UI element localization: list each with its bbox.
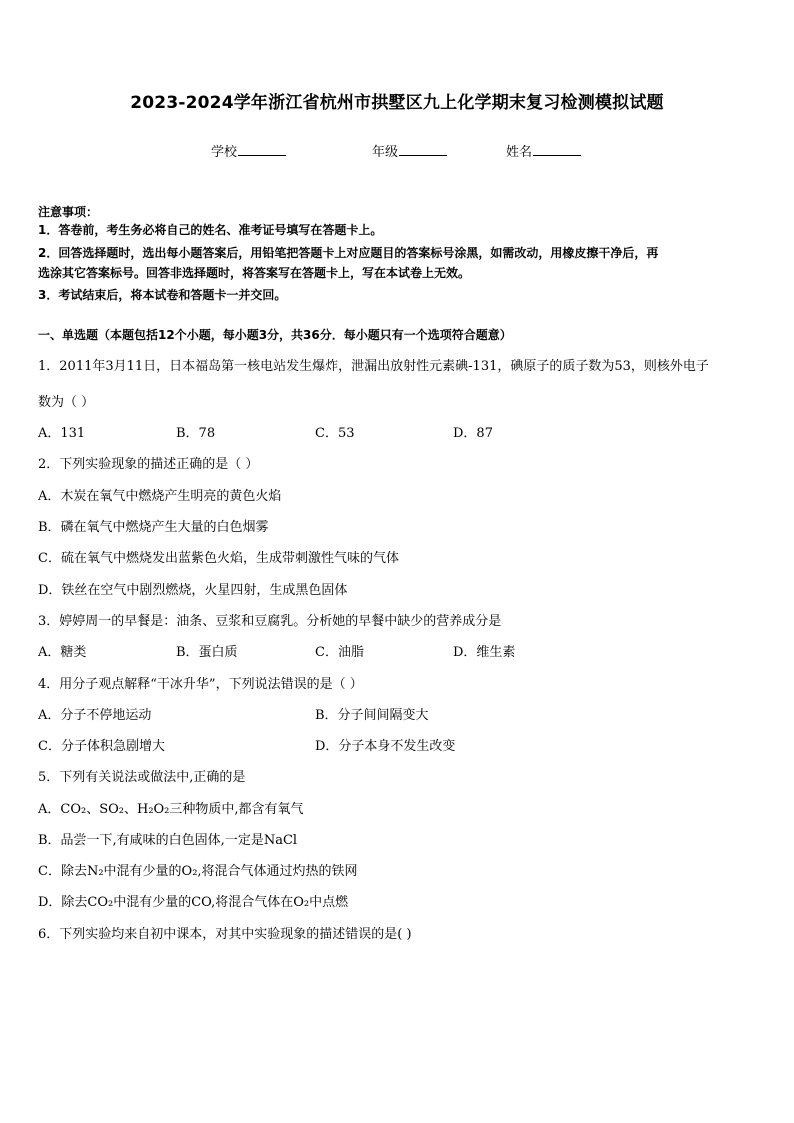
question-2-option-a: A．木炭在氧气中燃烧产生明亮的黄色火焰 — [38, 489, 282, 504]
school-label: 学校 — [211, 145, 238, 160]
question-5-option-a: A．CO₂、SO₂、H₂O₂三种物质中,都含有氧气 — [38, 802, 304, 817]
question-2-stem: 2．下列实验现象的描述正确的是（ ） — [38, 457, 259, 472]
question-1-option-b: B．78 — [176, 426, 216, 441]
question-6-stem: 6．下列实验均来自初中课本，对其中实验现象的描述错误的是( ) — [38, 927, 412, 942]
school-field — [211, 141, 286, 160]
question-3-stem: 3．婷婷周一的早餐是：油条、豆浆和豆腐乳。分析她的早餐中缺少的营养成分是 — [38, 614, 502, 629]
note-item: 3．考试结束后，将本试卷和答题卡一并交回。 — [38, 288, 287, 302]
question-4-option-c: C．分子体积急剧增大 — [38, 739, 165, 754]
question-5-option-d: D．除去CO₂中混有少量的CO,将混合气体在O₂中点燃 — [38, 895, 349, 910]
note-item: 选涂其它答案标号。回答非选择题时，将答案写在答题卡上，写在本试卷上无效。 — [38, 266, 471, 280]
section-heading: 一、单选题（本题包括12个小题，每小题3分，共36分．每小题只有一个选项符合题意） — [38, 328, 512, 342]
question-2-option-b: B．磷在氧气中燃烧产生大量的白色烟雾 — [38, 520, 269, 535]
question-3-option-d: D．维生素 — [453, 645, 516, 660]
notes-heading: 注意事项： — [38, 205, 99, 219]
question-3-option-c: C．油脂 — [315, 645, 364, 660]
question-1-option-a: A．131 — [38, 426, 86, 441]
question-4-option-d: D．分子本身不发生改变 — [315, 739, 456, 754]
question-5-option-c: C．除去N₂中混有少量的O₂,将混合气体通过灼热的铁网 — [38, 864, 358, 879]
question-3-option-b: B．蛋白质 — [176, 645, 238, 660]
note-item: 1．答卷前，考生务必将自己的姓名、准考证号填写在答题卡上。 — [38, 223, 383, 237]
question-4-option-a: A．分子不停地运动 — [38, 708, 152, 723]
grade-field — [372, 141, 447, 160]
name-label: 姓名 — [506, 145, 533, 160]
question-5-option-b: B．品尝一下,有咸味的白色固体,一定是NaCl — [38, 833, 298, 848]
question-2-option-c: C．硫在氧气中燃烧发出蓝紫色火焰，生成带刺激性气味的气体 — [38, 551, 399, 566]
question-1-stem-line-2: 数为（ ） — [38, 395, 95, 410]
question-3-option-a: A．糖类 — [38, 645, 87, 660]
grade-blank[interactable] — [399, 143, 447, 156]
note-item: 2．回答选择题时，选出每小题答案后，用铅笔把答题卡上对应题目的答案标号涂黑，如需改动，用橡皮擦干净后，再 — [38, 246, 659, 260]
name-blank[interactable] — [533, 143, 581, 156]
question-1-option-c: C．53 — [315, 426, 355, 441]
grade-label: 年级 — [372, 145, 399, 160]
question-5-stem: 5．下列有关说法或做法中,正确的是 — [38, 770, 246, 785]
question-1-stem-line-1: 1．2011年3月11日，日本福岛第一核电站发生爆炸，泄漏出放射性元素碘-131，碘原子的质子数为53，则核外电子 — [38, 359, 709, 374]
question-1-option-d: D．87 — [453, 426, 493, 441]
name-field — [506, 141, 581, 160]
question-2-option-d: D．铁丝在空气中剧烈燃烧，火星四射，生成黑色固体 — [38, 583, 348, 598]
question-4-stem: 4．用分子观点解释“干冰升华”，下列说法错误的是（ ） — [38, 677, 363, 692]
school-blank[interactable] — [238, 143, 286, 156]
question-4-option-b: B．分子间间隔变大 — [315, 708, 429, 723]
exam-title: 2023-2024学年浙江省杭州市拱墅区九上化学期末复习检测模拟试题 — [130, 93, 664, 113]
